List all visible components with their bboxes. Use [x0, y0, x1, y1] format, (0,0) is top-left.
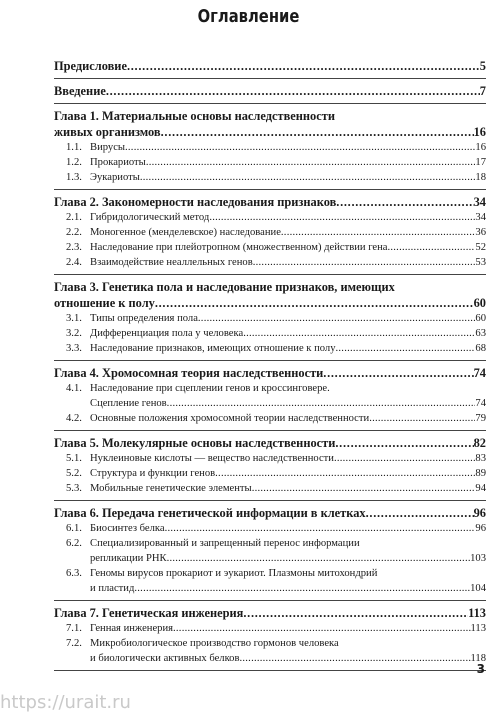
toc-section-2.2[interactable]: [54, 225, 486, 240]
section-label: Наследование признаков, имеющих отношение к полу: [90, 343, 336, 354]
dot-leader: [253, 255, 476, 270]
dot-leader: [140, 170, 476, 185]
section-number: 5.1.: [66, 453, 82, 464]
section-heading: [66, 225, 281, 240]
dot-leader: [215, 466, 475, 481]
toc-section-7.1[interactable]: [54, 621, 486, 636]
dot-leader: [167, 396, 476, 411]
section-line: [54, 381, 486, 396]
chapter-list: [54, 108, 486, 671]
toc-chapter-4[interactable]: [54, 365, 486, 381]
dot-leader: [369, 411, 475, 426]
section-label: Микробиологическое производство гормонов человека: [90, 638, 339, 649]
toc-section-2.3[interactable]: [54, 240, 486, 255]
dot-leader: [336, 341, 476, 356]
dot-leader: [146, 155, 476, 170]
section-label: Генная инженерия: [90, 623, 174, 634]
section-heading: [66, 255, 253, 270]
section-page: 36: [475, 227, 486, 238]
section-heading: [66, 210, 209, 225]
chapter-page: 60: [473, 296, 486, 310]
toc-chapter-7[interactable]: [54, 605, 486, 621]
section-number: 1.1.: [66, 142, 82, 153]
section-page: 16: [475, 142, 486, 153]
section-page: 52: [475, 242, 486, 253]
section-heading: [66, 240, 387, 255]
section-page: 79: [475, 413, 486, 424]
page-title: Оглавление: [197, 6, 300, 27]
table-of-contents: [54, 58, 486, 675]
divider: [54, 103, 486, 104]
dot-leader: [252, 481, 476, 496]
chapter-page: 113: [468, 606, 486, 620]
toc-preface-label: Предисловие: [54, 59, 127, 73]
section-label: Структура и функции генов: [90, 468, 216, 479]
toc-section-3.3[interactable]: [54, 341, 486, 356]
section-label: Гибридологический метод: [90, 212, 210, 223]
toc-section-1.3[interactable]: [54, 170, 486, 185]
section-number: 5.2.: [66, 468, 82, 479]
section-heading: [66, 621, 173, 636]
chapter-title: Глава 7. Генетическая инженерия: [54, 606, 244, 620]
section-label: Наследование при плейотропном (множественном) действии гена: [90, 242, 388, 253]
section-heading: [66, 170, 140, 185]
toc-section-4.1[interactable]: [54, 396, 486, 411]
section-heading: [66, 411, 369, 426]
page-number: 3: [476, 662, 485, 676]
section-heading: [66, 311, 198, 326]
divider: [54, 430, 486, 431]
section-line: [54, 536, 486, 551]
section-page: 89: [475, 468, 486, 479]
section-number: 5.3.: [66, 483, 82, 494]
dot-leader: [335, 435, 473, 451]
toc-chapter-5[interactable]: [54, 435, 486, 451]
toc-section-4.2[interactable]: [54, 411, 486, 426]
section-number: 1.2.: [66, 157, 82, 168]
section-label-cont: и биологически активных белков: [90, 653, 240, 664]
toc-intro[interactable]: [54, 83, 486, 99]
section-page: 60: [475, 313, 486, 324]
section-number: 7.1.: [66, 623, 82, 634]
chapter-title: Глава 4. Хромосомная теория наследственности: [54, 366, 324, 380]
dot-leader: [173, 621, 470, 636]
chapter-title-line: Глава 3. Генетика пола и наследование признаков, имеющих: [54, 280, 395, 294]
section-line: [54, 636, 486, 651]
toc-section-6.2[interactable]: [54, 551, 486, 566]
toc-preface[interactable]: [54, 58, 486, 74]
section-heading: [66, 481, 252, 496]
dot-leader: [281, 225, 476, 240]
section-heading: [66, 155, 146, 170]
divider: [54, 78, 486, 79]
section-label: Прокариоты: [90, 157, 146, 168]
section-heading: [66, 326, 243, 341]
toc-preface-page: 5: [479, 59, 486, 73]
section-label: Моногенное (менделевское) наследование: [90, 227, 281, 238]
toc-section-6.3[interactable]: [54, 581, 486, 596]
section-heading: [66, 341, 336, 356]
section-label: Наследование при сцеплении генов и кроссинговере.: [90, 383, 330, 394]
chapter-title: Глава 5. Молекулярные основы наследственности: [54, 436, 336, 450]
section-number: 2.1.: [66, 212, 82, 223]
toc-section-5.1[interactable]: [54, 451, 486, 466]
section-page: 83: [475, 453, 486, 464]
section-label: Нуклеиновые кислоты — вещество наследственности: [90, 453, 334, 464]
toc-chapter-2[interactable]: [54, 194, 486, 210]
toc-chapter-6[interactable]: [54, 505, 486, 521]
section-number: 7.2.: [66, 638, 82, 649]
section-label-cont: репликации РНК: [90, 553, 167, 564]
section-line: [54, 566, 486, 581]
section-number: 1.3.: [66, 172, 82, 183]
divider: [54, 600, 486, 601]
toc-chapter-1[interactable]: [54, 124, 486, 140]
dot-leader: [161, 124, 474, 140]
divider: [54, 670, 486, 671]
section-number: 2.3.: [66, 242, 82, 253]
section-page: 63: [475, 328, 486, 339]
section-number: 6.2.: [66, 538, 82, 549]
dot-leader: [366, 505, 474, 521]
section-label: Мобильные генетические элементы: [90, 483, 252, 494]
divider: [54, 189, 486, 190]
dot-leader: [134, 581, 470, 596]
chapter-title-line: живых организмов: [54, 125, 161, 139]
chapter-page: 34: [473, 195, 486, 209]
section-label: Геномы вирусов прокариот и эукариот. Плазмоны митохондрий: [90, 568, 378, 579]
section-number: 3.3.: [66, 343, 82, 354]
section-label: Биосинтез белка: [90, 523, 165, 534]
section-number: 2.4.: [66, 257, 82, 268]
section-heading: [66, 466, 215, 481]
dot-leader: [323, 365, 473, 381]
section-label: Эукариоты: [90, 172, 140, 183]
section-label: Основные положения хромосомной теории наследственности: [90, 413, 370, 424]
chapter-page: 96: [473, 506, 486, 520]
section-page: 113: [470, 623, 486, 634]
dot-leader: [239, 651, 470, 666]
section-heading: [66, 521, 165, 536]
section-page: 53: [475, 257, 486, 268]
section-label-cont: и пластид: [90, 583, 135, 594]
section-label: Вирусы: [90, 142, 126, 153]
section-page: 18: [475, 172, 486, 183]
section-number: 4.1.: [66, 383, 82, 394]
chapter-title-line: Глава 1. Материальные основы наследственности: [54, 109, 335, 123]
section-page: 34: [475, 212, 486, 223]
section-heading: [66, 140, 125, 155]
section-page: 103: [470, 553, 486, 564]
toc-section-3.2[interactable]: [54, 326, 486, 341]
chapter-page: 82: [473, 436, 486, 450]
section-label: Взаимодействие неаллельных генов: [90, 257, 253, 268]
section-page: 104: [470, 583, 486, 594]
divider: [54, 360, 486, 361]
watermark: https://urait.ru: [0, 692, 131, 713]
section-label: Дифференциация пола у человека: [90, 328, 244, 339]
chapter-title-line: отношение к полу: [54, 296, 155, 310]
chapter-title: Глава 2. Закономерности наследования признаков: [54, 195, 337, 209]
section-page: 96: [475, 523, 486, 534]
dot-leader: [243, 605, 468, 621]
section-heading: [66, 451, 334, 466]
toc-section-7.2[interactable]: [54, 651, 486, 666]
dot-leader: [167, 551, 471, 566]
toc-chapter-3[interactable]: [54, 295, 486, 311]
dot-leader: [125, 140, 475, 155]
toc-intro-page: 7: [479, 84, 486, 98]
dot-leader: [243, 326, 475, 341]
section-label-cont: Сцепление генов: [90, 398, 167, 409]
section-page: 74: [475, 398, 486, 409]
toc-section-1.1[interactable]: [54, 140, 486, 155]
dot-leader: [336, 194, 473, 210]
dot-leader: [334, 451, 475, 466]
toc-intro-label: Введение: [54, 84, 106, 98]
section-page: 17: [475, 157, 486, 168]
dot-leader: [106, 83, 480, 99]
toc-section-3.1[interactable]: [54, 311, 486, 326]
section-number: 4.2.: [66, 413, 82, 424]
chapter-page: 16: [473, 125, 486, 139]
dot-leader: [155, 295, 474, 311]
toc-section-2.4[interactable]: [54, 255, 486, 270]
dot-leader: [209, 210, 475, 225]
dot-leader: [198, 311, 476, 326]
section-label: Типы определения пола: [90, 313, 198, 324]
section-number: 6.3.: [66, 568, 82, 579]
section-page: 118: [470, 653, 486, 664]
section-number: 3.2.: [66, 328, 82, 339]
toc-section-1.2[interactable]: [54, 155, 486, 170]
section-page: 94: [475, 483, 486, 494]
toc-section-2.1[interactable]: [54, 210, 486, 225]
section-label: Специализированный и запрещенный перенос информации: [90, 538, 360, 549]
dot-leader: [165, 521, 476, 536]
divider: [54, 274, 486, 275]
chapter-title: Глава 6. Передача генетической информации в клетках: [54, 506, 366, 520]
toc-section-5.2[interactable]: [54, 466, 486, 481]
dot-leader: [387, 240, 475, 255]
dot-leader: [127, 58, 480, 74]
chapter-page: 74: [473, 366, 486, 380]
divider: [54, 500, 486, 501]
section-page: 68: [475, 343, 486, 354]
toc-section-6.1[interactable]: [54, 521, 486, 536]
section-number: 3.1.: [66, 313, 82, 324]
section-number: 2.2.: [66, 227, 82, 238]
toc-section-5.3[interactable]: [54, 481, 486, 496]
section-number: 6.1.: [66, 523, 82, 534]
